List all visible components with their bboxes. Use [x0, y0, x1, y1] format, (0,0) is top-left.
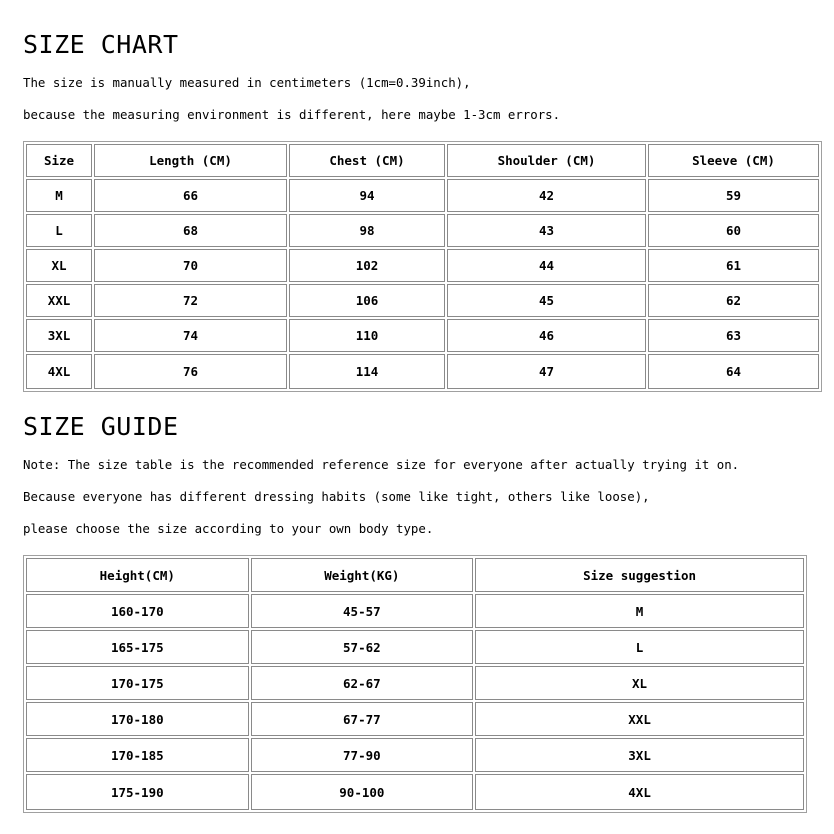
size-chart-title: SIZE CHART [23, 30, 179, 59]
cell-chest: 114 [289, 354, 445, 389]
cell-height: 170-180 [26, 702, 249, 736]
cell-weight: 90-100 [251, 774, 474, 810]
cell-weight: 57-62 [251, 630, 474, 664]
cell-shoulder: 42 [447, 179, 646, 212]
table-row [26, 774, 804, 810]
cell-chest: 94 [289, 179, 445, 212]
cell-length: 70 [94, 249, 287, 282]
cell-size: M [26, 179, 92, 212]
cell-shoulder: 44 [447, 249, 646, 282]
size-guide-note-1: Note: The size table is the recommended reference size for everyone after actually trying it on. [23, 457, 740, 472]
column-header-chest: Chest (CM) [289, 144, 445, 177]
column-header-height: Height(CM) [26, 558, 249, 592]
column-header-shoulder: Shoulder (CM) [447, 144, 646, 177]
cell-length: 66 [94, 179, 287, 212]
cell-size-suggestion: 4XL [475, 774, 804, 810]
cell-chest: 102 [289, 249, 445, 282]
table-row [26, 179, 819, 212]
cell-weight: 67-77 [251, 702, 474, 736]
cell-shoulder: 46 [447, 319, 646, 352]
cell-size: 3XL [26, 319, 92, 352]
table-row [26, 319, 819, 352]
cell-size: XXL [26, 284, 92, 317]
table-row [26, 702, 804, 736]
column-header-length: Length (CM) [94, 144, 287, 177]
size-guide-table [23, 555, 807, 813]
column-header-size: Size [26, 144, 92, 177]
cell-size-suggestion: 3XL [475, 738, 804, 772]
cell-length: 72 [94, 284, 287, 317]
cell-size-suggestion: M [475, 594, 804, 628]
table-row [26, 214, 819, 247]
cell-chest: 110 [289, 319, 445, 352]
table-row [26, 354, 819, 389]
cell-shoulder: 45 [447, 284, 646, 317]
cell-sleeve: 63 [648, 319, 819, 352]
size-guide-note-2: Because everyone has different dressing habits (some like tight, others like loose), [23, 489, 650, 504]
cell-weight: 62-67 [251, 666, 474, 700]
table-row [26, 594, 804, 628]
cell-sleeve: 61 [648, 249, 819, 282]
cell-length: 68 [94, 214, 287, 247]
cell-sleeve: 64 [648, 354, 819, 389]
cell-sleeve: 59 [648, 179, 819, 212]
cell-shoulder: 43 [447, 214, 646, 247]
cell-height: 165-175 [26, 630, 249, 664]
cell-sleeve: 62 [648, 284, 819, 317]
cell-height: 170-175 [26, 666, 249, 700]
cell-height: 175-190 [26, 774, 249, 810]
size-guide-header-row [26, 558, 804, 592]
size-chart-header-row [26, 144, 819, 177]
size-guide-title: SIZE GUIDE [23, 412, 179, 441]
table-row [26, 666, 804, 700]
cell-height: 160-170 [26, 594, 249, 628]
table-row [26, 284, 819, 317]
cell-size-suggestion: XL [475, 666, 804, 700]
cell-size-suggestion: XXL [475, 702, 804, 736]
table-row [26, 249, 819, 282]
column-header-weight: Weight(KG) [251, 558, 474, 592]
cell-chest: 98 [289, 214, 445, 247]
size-chart-note-1: The size is manually measured in centimeters (1cm=0.39inch), [23, 75, 471, 90]
cell-sleeve: 60 [648, 214, 819, 247]
cell-height: 170-185 [26, 738, 249, 772]
cell-shoulder: 47 [447, 354, 646, 389]
column-header-sleeve: Sleeve (CM) [648, 144, 819, 177]
cell-weight: 77-90 [251, 738, 474, 772]
cell-length: 74 [94, 319, 287, 352]
cell-chest: 106 [289, 284, 445, 317]
table-row [26, 630, 804, 664]
column-header-size-suggestion: Size suggestion [475, 558, 804, 592]
cell-size: 4XL [26, 354, 92, 389]
size-chart-note-2: because the measuring environment is different, here maybe 1-3cm errors. [23, 107, 561, 122]
table-row [26, 738, 804, 772]
cell-size-suggestion: L [475, 630, 804, 664]
size-guide-note-3: please choose the size according to your own body type. [23, 521, 434, 536]
cell-size: L [26, 214, 92, 247]
cell-size: XL [26, 249, 92, 282]
cell-weight: 45-57 [251, 594, 474, 628]
size-chart-table [23, 141, 822, 392]
cell-length: 76 [94, 354, 287, 389]
